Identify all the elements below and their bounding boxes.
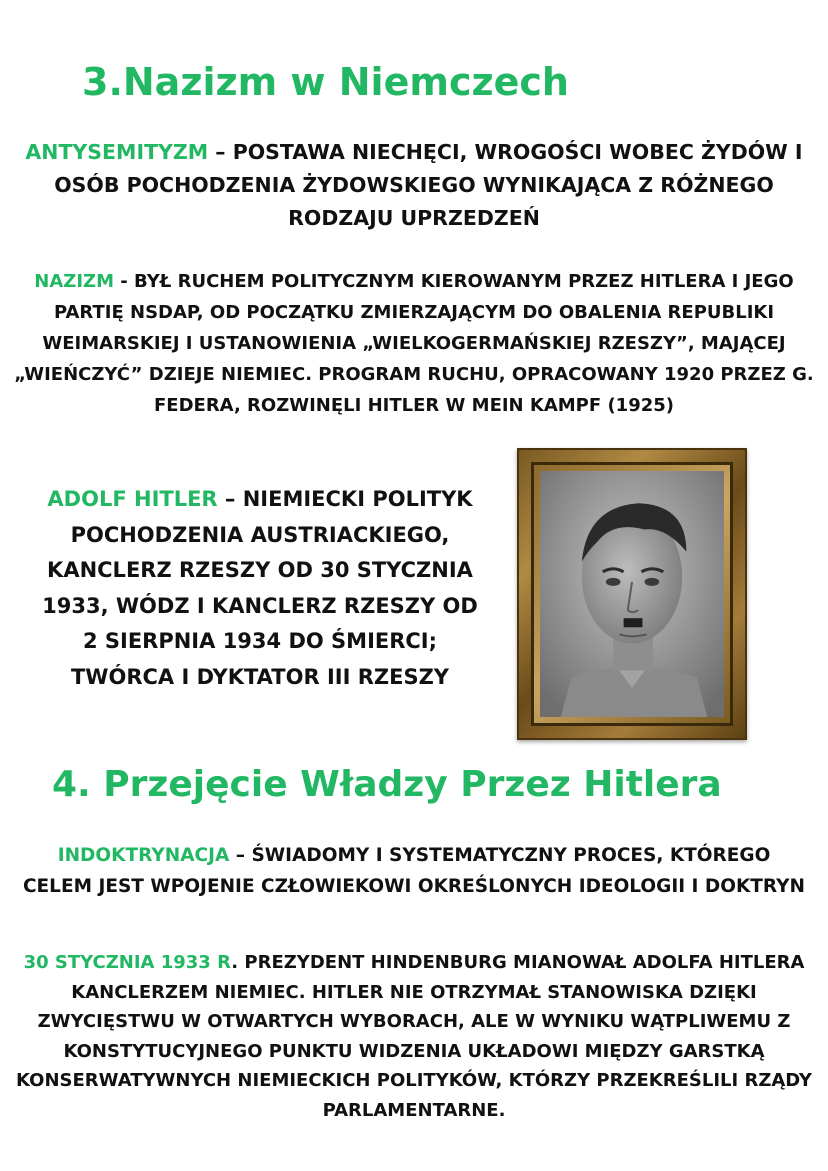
portrait-photo <box>540 471 724 717</box>
definition-indoktrynacja <box>20 840 808 902</box>
definition-nazizm <box>0 266 828 421</box>
term-30-stycznia-1933: 30 STYCZNIA 1933 R <box>23 952 232 973</box>
portrait-illustration <box>540 471 724 717</box>
definition-nazizm-text: - BYŁ RUCHEM POLITYCZNYM KIEROWANYM PRZEZ HITLERA I JEGO PARTIĘ NSDAP, OD POCZĄTKU ZMIERZAJĄCYM DO OBALENIA REPUBLIKI WEIMARSKIEJ I USTANOWIENIA „WIELKOGERMAŃSKIEJ RZESZY”, MAJĄCEJ „WIEŃCZYĆ” DZIEJE NIEMIEC. PROGRAM RUCHU, OPRACOWANY 1920 PRZEZ G. FEDERA, ROZWINĘLI HITLER W MEIN KAMPF (1925) <box>14 271 814 416</box>
term-indoktrynacja: INDOKTRYNACJA <box>57 845 230 866</box>
portrait-frame-inner <box>531 462 733 726</box>
term-antysemityzm: ANTYSEMITYZM <box>25 140 209 164</box>
term-nazizm: NAZIZM <box>34 271 115 292</box>
definition-antysemityzm <box>10 136 818 235</box>
definition-indoktrynacja-text: – ŚWIADOMY I SYSTEMATYCZNY PROCES, KTÓREGO CELEM JEST WPOJENIE CZŁOWIEKOWI OKREŚLONYCH IDEOLOGII I DOKTRYN <box>22 845 806 897</box>
framed-portrait <box>517 448 747 740</box>
term-hitler: ADOLF HITLER <box>47 487 218 511</box>
definition-antysemityzm-text: – POSTAWA NIECHĘCI, WROGOŚCI WOBEC ŻYDÓW I OSÓB POCHODZENIA ŻYDOWSKIEGO WYNIKAJĄCA Z RÓŻNEGO RODZAJU UPRZEDZEŃ <box>54 140 803 230</box>
definition-hitler-text: – NIEMIECKI POLITYK POCHODZENIA AUSTRIACKIEGO, KANCLERZ RZESZY OD 30 STYCZNIA 1933, WÓDZ I KANCLERZ RZESZY OD 2 SIERPNIA 1934 DO ŚMIERCI; TWÓRCA I DYKTATOR III RZESZY <box>42 487 478 689</box>
event-30-stycznia-1933-text: . PREZYDENT HINDENBURG MIANOWAŁ ADOLFA HITLERA KANCLERZEM NIEMIEC. HITLER NIE OTRZYMAŁ STANOWISKA DZIĘKI ZWYCIĘSTWU W OTWARTYCH WYBORACH, ALE W WYNIKU WĄTPLIWEMU Z KONSTYTUCYJNEGO PUNKTU WIDZENIA UKŁADOWI MIĘDZY GARSTKĄ KONSERWATYWNYCH NIEMIECKICH POLITYKÓW, KTÓRZY PRZEKREŚLILI RZĄDY PARLAMENTARNE. <box>16 952 812 1121</box>
section-4-heading: 4. Przejęcie Władzy Przez Hitlera <box>52 764 722 805</box>
definition-hitler <box>40 482 480 695</box>
section-3-heading: 3.Nazizm w Niemczech <box>82 60 569 104</box>
event-30-stycznia-1933 <box>10 948 818 1125</box>
